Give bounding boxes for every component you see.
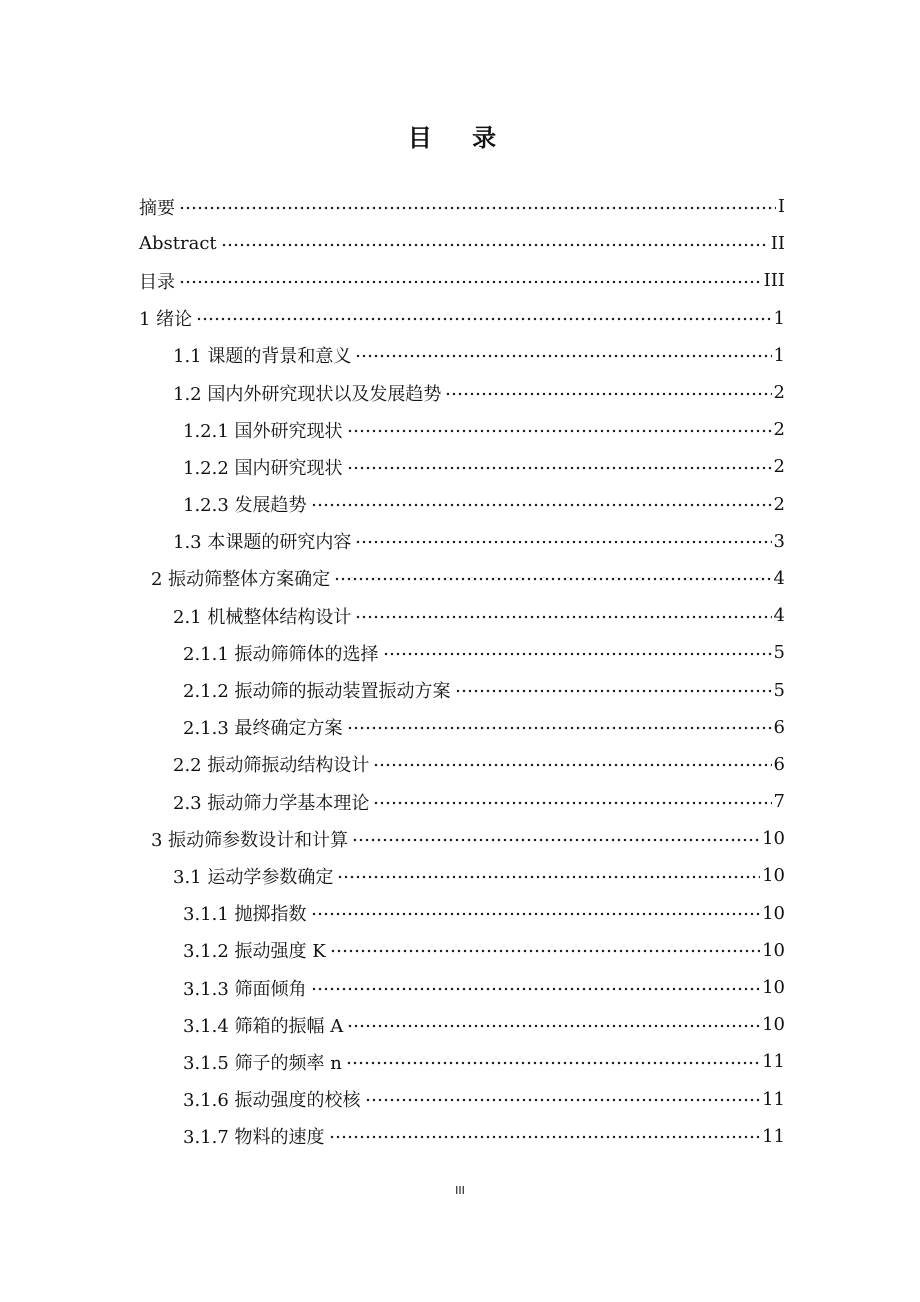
toc-entry[interactable] — [139, 225, 785, 262]
page-number-footer: III — [455, 1184, 465, 1197]
toc-entry[interactable] — [139, 262, 785, 299]
toc-entry-page-number: II — [770, 233, 785, 255]
toc-entry[interactable] — [139, 1118, 785, 1155]
toc-entry-page-number: 2 — [773, 493, 785, 515]
toc-entry-label: 1.2.3 发展趋势 — [183, 495, 307, 517]
toc-entry-label: 3 振动筛参数设计和计算 — [151, 829, 349, 851]
toc-entry[interactable] — [139, 783, 785, 820]
toc-entry-label: 1.2.2 国内研究现状 — [183, 457, 343, 479]
dot-leader — [179, 197, 776, 219]
dot-leader — [334, 568, 771, 590]
toc-entry-page-number: 5 — [773, 642, 785, 664]
toc-entry[interactable] — [139, 560, 785, 597]
dot-leader — [330, 940, 760, 962]
dot-leader — [355, 345, 771, 367]
dot-leader — [329, 1126, 761, 1148]
toc-entry-label: 2.1 机械整体结构设计 — [173, 606, 352, 628]
toc-title: 目 录 — [407, 124, 513, 152]
toc-entry-page-number: 2 — [773, 382, 785, 404]
toc-entry-page-number: 10 — [762, 902, 785, 924]
toc-entry-label: Abstract — [139, 233, 217, 255]
toc-entry-page-number: 2 — [773, 456, 785, 478]
toc-entry[interactable] — [139, 746, 785, 783]
toc-entry[interactable] — [139, 523, 785, 560]
toc-entry-page-number: 10 — [762, 1014, 785, 1036]
toc-entry[interactable] — [139, 411, 785, 448]
toc-entry[interactable] — [139, 337, 785, 374]
toc-entry-label: 摘要 — [139, 197, 175, 219]
dot-leader — [355, 606, 771, 628]
toc-entry-page-number: 7 — [773, 791, 785, 813]
toc-entry-page-number: 6 — [773, 716, 785, 738]
dot-leader — [179, 271, 762, 293]
toc-entry[interactable] — [139, 857, 785, 894]
dot-leader — [347, 420, 772, 442]
toc-entry-page-number: 4 — [773, 605, 785, 627]
toc-entry-label: 3.1 运动学参数确定 — [173, 866, 334, 888]
dot-leader — [311, 903, 761, 925]
toc-entry-label: 1.2 国内外研究现状以及发展趋势 — [173, 383, 442, 405]
toc-entry-page-number: 1 — [773, 307, 785, 329]
toc-entry[interactable] — [139, 671, 785, 708]
toc-entry[interactable] — [139, 932, 785, 969]
toc-entry[interactable] — [139, 486, 785, 523]
toc-entry-page-number: 10 — [762, 939, 785, 961]
toc-entry[interactable] — [139, 820, 785, 857]
dot-leader — [196, 308, 771, 330]
toc-entry-page-number: 5 — [773, 679, 785, 701]
toc-entry-label: 3.1.4 筛箱的振幅 A — [183, 1015, 344, 1037]
dot-leader — [355, 531, 771, 553]
dot-leader — [352, 829, 760, 851]
dot-leader — [311, 494, 772, 516]
dot-leader — [311, 978, 761, 1000]
toc-entry-page-number: 11 — [762, 1051, 785, 1073]
dot-leader — [373, 754, 771, 776]
toc-entry-page-number: I — [777, 196, 785, 218]
toc-entry-page-number: 11 — [762, 1125, 785, 1147]
toc-entry-label: 3.1.3 筛面倾角 — [183, 978, 307, 1000]
toc-entry-label: 2.1.3 最终确定方案 — [183, 718, 343, 740]
dot-leader — [445, 383, 771, 405]
toc-entry-label: 3.1.5 筛子的频率 n — [183, 1052, 342, 1074]
toc-entry[interactable] — [139, 634, 785, 671]
toc-entry[interactable] — [139, 188, 785, 225]
toc-entry-label: 3.1.6 振动强度的校核 — [183, 1090, 361, 1112]
table-of-contents — [139, 188, 785, 1155]
toc-entry-label: 2 振动筛整体方案确定 — [151, 569, 331, 591]
dot-leader — [365, 1089, 761, 1111]
dot-leader — [373, 792, 771, 814]
toc-entry-page-number: 2 — [773, 419, 785, 441]
toc-entry[interactable] — [139, 448, 785, 485]
toc-entry[interactable] — [139, 1043, 785, 1080]
dot-leader — [347, 717, 772, 739]
toc-entry-label: 2.1.2 振动筛的振动装置振动方案 — [183, 681, 451, 703]
toc-entry-page-number: 1 — [773, 344, 785, 366]
toc-entry[interactable] — [139, 969, 785, 1006]
toc-entry[interactable] — [139, 1081, 785, 1118]
toc-entry-label: 目录 — [139, 271, 175, 293]
toc-entry-label: 2.2 振动筛振动结构设计 — [173, 755, 370, 777]
toc-entry[interactable] — [139, 300, 785, 337]
toc-entry-label: 2.1.1 振动筛筛体的选择 — [183, 643, 379, 665]
dot-leader — [347, 1015, 760, 1037]
toc-entry-label: 2.3 振动筛力学基本理论 — [173, 792, 370, 814]
dot-leader — [383, 643, 772, 665]
toc-entry-page-number: 10 — [762, 828, 785, 850]
toc-entry-page-number: 4 — [773, 567, 785, 589]
toc-entry-page-number: 10 — [762, 865, 785, 887]
toc-entry-page-number: 6 — [773, 753, 785, 775]
toc-entry-label: 1.1 课题的背景和意义 — [173, 346, 352, 368]
toc-entry[interactable] — [139, 374, 785, 411]
toc-entry-page-number: III — [763, 270, 785, 292]
toc-entry-label: 1 绪论 — [139, 309, 193, 331]
toc-entry[interactable] — [139, 895, 785, 932]
dot-leader — [455, 680, 772, 702]
toc-entry-label: 3.1.2 振动强度 K — [183, 941, 326, 963]
dot-leader — [346, 1052, 760, 1074]
toc-entry-page-number: 10 — [762, 977, 785, 999]
toc-entry-page-number: 11 — [762, 1088, 785, 1110]
dot-leader — [347, 457, 772, 479]
dot-leader — [221, 234, 769, 256]
toc-entry-label: 1.3 本课题的研究内容 — [173, 532, 352, 554]
toc-entry-label: 3.1.1 抛掷指数 — [183, 904, 307, 926]
toc-entry[interactable] — [139, 709, 785, 746]
toc-entry[interactable] — [139, 597, 785, 634]
toc-entry-page-number: 3 — [773, 530, 785, 552]
dot-leader — [337, 866, 760, 888]
toc-entry[interactable] — [139, 1006, 785, 1043]
toc-entry-label: 3.1.7 物料的速度 — [183, 1127, 325, 1149]
toc-entry-label: 1.2.1 国外研究现状 — [183, 420, 343, 442]
